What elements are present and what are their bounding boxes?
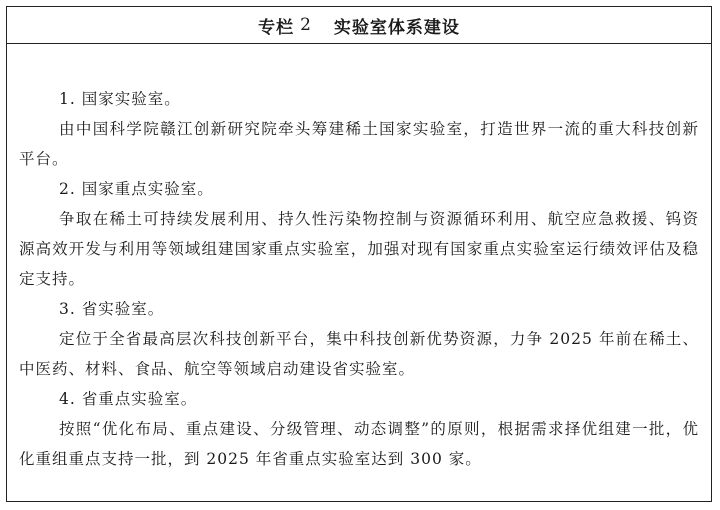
section-body: 定位于全省最高层次科技创新平台，集中科技创新优势资源，力争 2025 年前在稀土、中医药、材料、食品、航空等领域启动建设省实验室。: [19, 330, 699, 378]
column-title: [7, 7, 711, 44]
column-title-number: 2: [300, 15, 312, 35]
section-heading: 3. 省实验室。: [59, 300, 165, 318]
column-content: [7, 44, 711, 474]
section-body: 按照“优化布局、重点建设、分级管理、动态调整”的原则，根据需求择优组建一批，优化重组重点支持一批，到 2025 年省重点实验室达到 300 家。: [19, 420, 699, 468]
section-heading: 1. 国家实验室。: [59, 90, 181, 108]
section-body: 由中国科学院赣江创新研究院牵头筹建稀土国家实验室，打造世界一流的重大科技创新平台。: [19, 120, 699, 168]
section-heading: 2. 国家重点实验室。: [59, 180, 214, 198]
column-title-text: 实验室体系建设: [333, 17, 460, 38]
section-heading: 4. 省重点实验室。: [59, 390, 198, 408]
column-box: [6, 6, 712, 502]
column-title-label: 专栏: [258, 17, 295, 38]
section-body: 争取在稀土可持续发展利用、持久性污染物控制与资源循环利用、航空应急救援、钨资源高效开发与利用等领域组建国家重点实验室，加强对现有国家重点实验室运行绩效评估及稳定支持。: [19, 210, 699, 288]
